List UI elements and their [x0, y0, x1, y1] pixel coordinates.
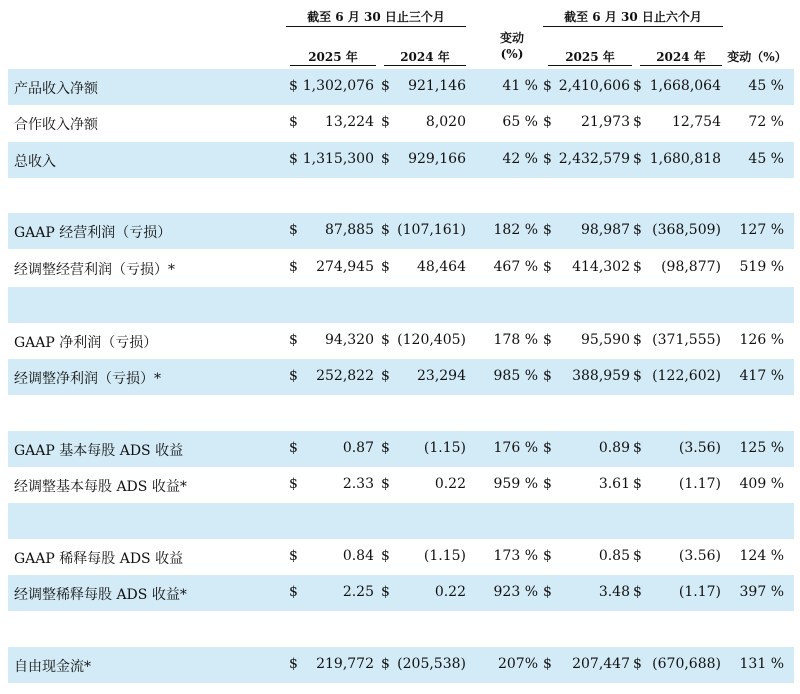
currency-symbol: $	[289, 656, 298, 672]
cell-value: 124 %	[739, 548, 784, 564]
table-row	[8, 287, 794, 323]
cell-value: 125 %	[739, 440, 784, 456]
cell-value: 0.87	[342, 440, 374, 456]
cell-value: 126 %	[739, 332, 784, 348]
currency-symbol: $	[381, 114, 390, 130]
table-row	[8, 611, 794, 647]
table-row	[8, 359, 794, 395]
currency-symbol: $	[289, 222, 298, 238]
row-label: GAAP 基本每股 ADS 收益	[14, 443, 184, 459]
cell-value: 72 %	[748, 114, 784, 130]
cell-value: 176 %	[493, 440, 538, 456]
cell-value: (670,688)	[652, 656, 721, 672]
table-row	[8, 178, 794, 214]
currency-symbol: $	[543, 222, 552, 238]
currency-symbol: $	[543, 548, 552, 564]
currency-symbol: $	[633, 114, 642, 130]
currency-symbol: $	[543, 114, 552, 130]
currency-symbol: $	[543, 151, 552, 167]
col-header-2025-h: 2025 年	[548, 48, 632, 66]
row-label: 经调整经营利润（亏损）*	[14, 262, 175, 278]
table-row	[8, 69, 794, 105]
cell-value: 95,590	[581, 332, 630, 348]
currency-symbol: $	[543, 476, 552, 492]
cell-value: 3.61	[598, 476, 630, 492]
currency-symbol: $	[633, 222, 642, 238]
header-three-months	[286, 8, 466, 25]
cell-value: (98,877)	[661, 259, 721, 275]
cell-value: (120,405)	[397, 332, 466, 348]
cell-value: 182 %	[493, 222, 538, 238]
table-row	[8, 323, 794, 359]
cell-value: 388,959	[572, 368, 630, 384]
row-label: 合作收入净额	[14, 117, 98, 133]
currency-symbol: $	[633, 151, 642, 167]
cell-value: (3.56)	[678, 440, 721, 456]
cell-value: 178 %	[493, 332, 538, 348]
currency-symbol: $	[543, 259, 552, 275]
currency-symbol: $	[633, 368, 642, 384]
cell-value: 252,822	[316, 368, 374, 384]
col-header-2025-q: 2025 年	[290, 48, 376, 66]
currency-symbol: $	[633, 656, 642, 672]
currency-symbol: $	[289, 151, 298, 167]
currency-symbol: $	[381, 476, 390, 492]
cell-value: 65 %	[502, 114, 538, 130]
currency-symbol: $	[289, 332, 298, 348]
cell-value: 274,945	[316, 259, 374, 275]
currency-symbol: $	[381, 222, 390, 238]
cell-value: 173 %	[493, 548, 538, 564]
table-row	[8, 250, 794, 286]
cell-value: 21,973	[581, 114, 630, 130]
currency-symbol: $	[289, 476, 298, 492]
cell-value: (205,538)	[397, 656, 466, 672]
currency-symbol: $	[543, 78, 552, 94]
cell-value: 41 %	[502, 78, 538, 94]
table-row	[8, 431, 794, 467]
currency-symbol: $	[381, 332, 390, 348]
currency-symbol: $	[381, 656, 390, 672]
currency-symbol: $	[381, 368, 390, 384]
currency-symbol: $	[289, 259, 298, 275]
col-header-change-h: 变动（%）	[727, 50, 787, 64]
cell-value: 2.33	[342, 476, 374, 492]
row-label: 总收入	[14, 154, 56, 170]
cell-value: (1.15)	[423, 440, 466, 456]
currency-symbol: $	[633, 476, 642, 492]
cell-value: 219,772	[316, 656, 374, 672]
header-three-months-label: 截至 6 月 30 日止三个月	[307, 10, 445, 24]
cell-value: 2,410,606	[558, 78, 630, 94]
cell-value: (3.56)	[678, 548, 721, 564]
cell-value: 23,294	[417, 368, 466, 384]
currency-symbol: $	[381, 584, 390, 600]
currency-symbol: $	[543, 368, 552, 384]
cell-value: 923 %	[493, 584, 538, 600]
cell-value: 207%	[497, 656, 538, 672]
currency-symbol: $	[633, 332, 642, 348]
row-label: 经调整基本每股 ADS 收益*	[14, 479, 187, 495]
cell-value: 929,166	[408, 151, 466, 167]
cell-value: (1.17)	[678, 584, 721, 600]
cell-value: 2,432,579	[558, 151, 630, 167]
row-label: GAAP 净利润（亏损）	[14, 335, 158, 351]
cell-value: (1.17)	[678, 476, 721, 492]
row-label: 经调整净利润（亏损）*	[14, 371, 161, 387]
row-label: 自由现金流*	[14, 659, 91, 675]
cell-value: 467 %	[493, 259, 538, 275]
table-row	[8, 213, 794, 249]
table-row	[8, 467, 794, 503]
header-six-months-label: 截至 6 月 30 日止六个月	[564, 10, 702, 24]
header-divider	[286, 26, 466, 27]
cell-value: 417 %	[739, 368, 784, 384]
currency-symbol: $	[289, 368, 298, 384]
currency-symbol: $	[289, 548, 298, 564]
cell-value: 414,302	[572, 259, 630, 275]
cell-value: 13,224	[325, 114, 374, 130]
cell-value: 397 %	[739, 584, 784, 600]
cell-value: 0.84	[342, 548, 374, 564]
cell-value: (122,602)	[652, 368, 721, 384]
currency-symbol: $	[633, 584, 642, 600]
currency-symbol: $	[633, 259, 642, 275]
cell-value: 921,146	[408, 78, 466, 94]
cell-value: 45 %	[748, 151, 784, 167]
cell-value: 1,680,818	[649, 151, 721, 167]
row-label: 产品收入净额	[14, 81, 98, 97]
table-row	[8, 647, 794, 683]
currency-symbol: $	[633, 78, 642, 94]
cell-value: 1,315,300	[302, 151, 374, 167]
cell-value: 519 %	[739, 259, 784, 275]
currency-symbol: $	[543, 332, 552, 348]
currency-symbol: $	[381, 548, 390, 564]
cell-value: (368,509)	[652, 222, 721, 238]
currency-symbol: $	[633, 440, 642, 456]
cell-value: 127 %	[739, 222, 784, 238]
table-row	[8, 539, 794, 575]
cell-value: 131 %	[739, 656, 784, 672]
row-label: 经调整稀释每股 ADS 收益*	[14, 587, 187, 603]
currency-symbol: $	[289, 584, 298, 600]
cell-value: 12,754	[672, 114, 721, 130]
cell-value: 0.89	[598, 440, 630, 456]
cell-value: (371,555)	[652, 332, 721, 348]
table-row	[8, 575, 794, 611]
cell-value: (1.15)	[423, 548, 466, 564]
cell-value: 87,885	[325, 222, 374, 238]
table-row	[8, 142, 794, 178]
currency-symbol: $	[543, 584, 552, 600]
currency-symbol: $	[381, 151, 390, 167]
currency-symbol: $	[381, 78, 390, 94]
currency-symbol: $	[381, 440, 390, 456]
cell-value: 8,020	[425, 114, 466, 130]
table-row	[8, 105, 794, 141]
col-header-2024-q: 2024 年	[384, 48, 466, 66]
cell-value: 0.22	[434, 476, 466, 492]
cell-value: 45 %	[748, 78, 784, 94]
cell-value: 98,987	[581, 222, 630, 238]
cell-value: 207,447	[572, 656, 630, 672]
cell-value: 409 %	[739, 476, 784, 492]
col-header-change-q: 变动 (%)	[499, 31, 524, 61]
cell-value: 959 %	[493, 476, 538, 492]
cell-value: 48,464	[417, 259, 466, 275]
cell-value: 0.85	[598, 548, 630, 564]
row-label: GAAP 稀释每股 ADS 收益	[14, 551, 184, 567]
header-divider	[543, 26, 723, 27]
cell-value: 2.25	[342, 584, 374, 600]
cell-value: 42 %	[502, 151, 538, 167]
currency-symbol: $	[543, 656, 552, 672]
cell-value: 94,320	[325, 332, 374, 348]
row-label: GAAP 经营利润（亏损）	[14, 225, 172, 241]
currency-symbol: $	[289, 440, 298, 456]
currency-symbol: $	[289, 114, 298, 130]
currency-symbol: $	[381, 259, 390, 275]
cell-value: 1,668,064	[649, 78, 721, 94]
header-six-months	[543, 8, 723, 25]
currency-symbol: $	[543, 440, 552, 456]
currency-symbol: $	[633, 548, 642, 564]
cell-value: 985 %	[493, 368, 538, 384]
currency-symbol: $	[289, 78, 298, 94]
table-row	[8, 503, 794, 539]
cell-value: 1,302,076	[302, 78, 374, 94]
cell-value: (107,161)	[397, 222, 466, 238]
col-header-2024-h: 2024 年	[640, 48, 722, 66]
table-row	[8, 395, 794, 431]
cell-value: 3.48	[598, 584, 630, 600]
cell-value: 0.22	[434, 584, 466, 600]
